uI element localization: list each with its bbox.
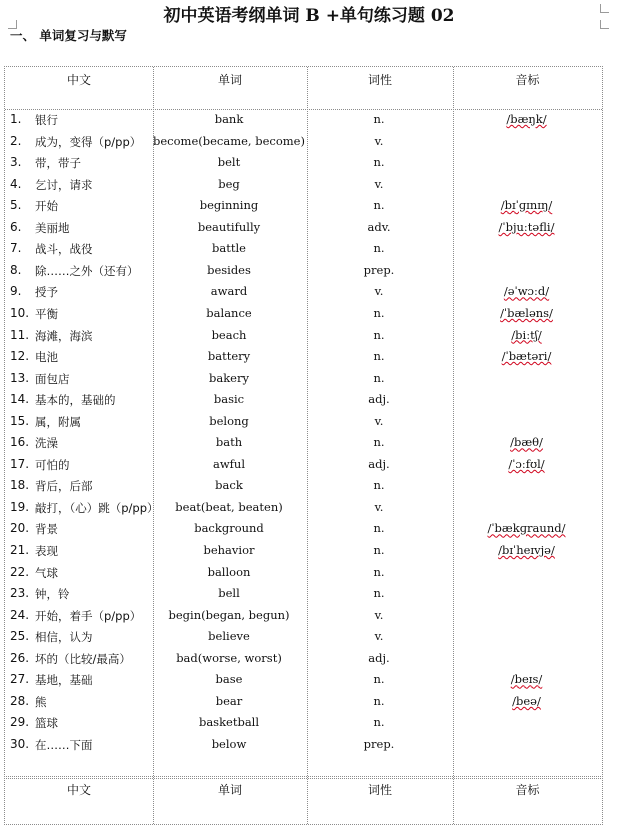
- row-word: belt: [217, 155, 241, 170]
- row-phonetic: [452, 112, 601, 126]
- row-word: balloon: [207, 564, 251, 579]
- row-number: 8.: [10, 262, 22, 277]
- row-phonetic: [452, 543, 601, 557]
- row-pos: n.: [373, 305, 385, 320]
- row-phonetic: [452, 521, 601, 535]
- row-chinese: 基地，基础: [35, 673, 93, 688]
- row-pos: n.: [373, 478, 385, 493]
- table-row: [0, 284, 618, 306]
- row-word: beach: [211, 327, 247, 342]
- row-word: besides: [207, 262, 251, 277]
- row-pos: v.: [374, 284, 384, 299]
- row-phonetic: [452, 328, 601, 342]
- row-number: 24.: [10, 607, 30, 622]
- row-number: 20.: [10, 521, 30, 536]
- row-pos: prep.: [363, 262, 395, 277]
- row-number: 6.: [10, 219, 22, 234]
- row-word: battery: [207, 349, 251, 364]
- row-number: 13.: [10, 370, 30, 385]
- row-chinese: 电池: [35, 350, 58, 365]
- header-phonetic: 音标: [515, 73, 540, 87]
- row-pos: n.: [373, 521, 385, 536]
- footer-header-pos: 词性: [367, 783, 392, 797]
- row-number: 27.: [10, 672, 30, 687]
- table-row: [0, 478, 618, 500]
- phonetic-text: /bɪˈɡɪnɪŋ/: [500, 198, 553, 213]
- row-number: 11.: [10, 327, 30, 342]
- row-pos: n.: [373, 327, 385, 342]
- row-chinese: 可怕的: [35, 457, 70, 472]
- row-chinese: 带，带子: [35, 156, 81, 171]
- table-row: [0, 543, 618, 565]
- row-word: beat(beat, beaten): [175, 499, 283, 514]
- row-chinese: 属，附属: [35, 414, 81, 429]
- row-number: 26.: [10, 650, 30, 665]
- row-phonetic: [452, 435, 601, 449]
- table-row: [0, 220, 618, 242]
- row-pos: v.: [374, 133, 384, 148]
- row-pos: adv.: [367, 219, 391, 234]
- row-pos: v.: [374, 176, 384, 191]
- row-word: balance: [206, 305, 252, 320]
- row-number: 22.: [10, 564, 30, 579]
- section-heading: 一、 单词复习与默写: [10, 28, 127, 43]
- row-number: 16.: [10, 435, 30, 450]
- phonetic-text: /beɪs/: [510, 672, 543, 687]
- row-pos: n.: [373, 370, 385, 385]
- row-pos: n.: [373, 155, 385, 170]
- footer-header-chinese: 中文: [66, 783, 91, 797]
- row-word: beautifully: [197, 219, 261, 234]
- row-chinese: 面包店: [35, 371, 70, 386]
- phonetic-text: /ˈbætəri/: [501, 349, 552, 364]
- row-word: bank: [214, 112, 244, 126]
- row-word: basic: [213, 392, 245, 407]
- row-number: 23.: [10, 586, 30, 601]
- row-chinese: 海滩，海滨: [35, 328, 93, 343]
- table-row: [0, 371, 618, 393]
- row-number: 15.: [10, 413, 30, 428]
- row-pos: v.: [374, 629, 384, 644]
- table-row: [0, 651, 618, 673]
- row-chinese: 开始，着手（p/pp）: [35, 608, 142, 623]
- row-phonetic: [452, 220, 601, 234]
- table-row: [0, 715, 618, 737]
- row-chinese: 除……之外（还有）: [35, 263, 139, 278]
- row-chinese: 在……下面: [35, 737, 93, 752]
- row-pos: n.: [373, 349, 385, 364]
- row-word: bath: [215, 435, 243, 450]
- row-pos: v.: [374, 413, 384, 428]
- row-chinese: 熊: [35, 694, 47, 709]
- table-row: [0, 737, 618, 759]
- row-number: 25.: [10, 629, 30, 644]
- row-pos: prep.: [363, 736, 395, 751]
- row-phonetic: [452, 457, 601, 471]
- row-chinese: 敲打，（心）跳（p/pp）: [35, 500, 159, 515]
- row-number: 4.: [10, 176, 22, 191]
- row-phonetic: [452, 349, 601, 363]
- table-row: [0, 392, 618, 414]
- row-word: back: [215, 478, 243, 493]
- row-word: background: [194, 521, 264, 536]
- header-chinese: 中文: [66, 73, 91, 87]
- row-pos: n.: [373, 672, 385, 687]
- row-chinese: 战斗，战役: [35, 242, 93, 257]
- row-pos: n.: [373, 564, 385, 579]
- row-word: base: [215, 672, 243, 687]
- row-number: 14.: [10, 392, 30, 407]
- header-word: 单词: [217, 73, 242, 87]
- row-word: beginning: [199, 198, 259, 213]
- table-row: [0, 155, 618, 177]
- phonetic-text: /ˈbjuːtəfli/: [498, 219, 555, 234]
- row-pos: v.: [374, 607, 384, 622]
- row-word: belong: [209, 413, 249, 428]
- row-chinese: 平衡: [35, 306, 58, 321]
- row-number: 28.: [10, 693, 30, 708]
- row-chinese: 银行: [35, 113, 58, 127]
- row-pos: n.: [373, 693, 385, 708]
- footer-header-word: 单词: [217, 783, 242, 797]
- row-number: 10.: [10, 305, 30, 320]
- row-number: 1.: [10, 112, 22, 126]
- table-row: [0, 198, 618, 220]
- table-row: [0, 435, 618, 457]
- row-number: 30.: [10, 736, 30, 751]
- row-word: basketball: [198, 715, 260, 730]
- row-pos: adj.: [368, 650, 390, 665]
- table-row: [0, 608, 618, 630]
- row-number: 2.: [10, 133, 22, 148]
- row-chinese: 钟，铃: [35, 587, 70, 602]
- row-word: become(became, become): [153, 133, 305, 148]
- table-row: [0, 457, 618, 479]
- row-chinese: 气球: [35, 565, 58, 580]
- row-number: 5.: [10, 198, 22, 213]
- phonetic-text: /ˈɔːfʊl/: [508, 456, 545, 471]
- row-pos: n.: [373, 241, 385, 256]
- row-word: below: [211, 736, 247, 751]
- row-pos: n.: [373, 112, 385, 126]
- phonetic-text: /biːtʃ/: [511, 327, 542, 342]
- row-word: award: [210, 284, 248, 299]
- row-number: 7.: [10, 241, 22, 256]
- row-pos: adj.: [368, 392, 390, 407]
- table-row: [0, 694, 618, 716]
- table-row: [0, 306, 618, 328]
- row-phonetic: [452, 198, 601, 212]
- row-pos: n.: [373, 435, 385, 450]
- phonetic-text: /bɪˈheɪvjə/: [498, 543, 555, 557]
- row-phonetic: [452, 284, 601, 298]
- phonetic-text: /bæŋk/: [506, 112, 547, 126]
- row-number: 18.: [10, 478, 30, 493]
- row-number: 3.: [10, 155, 22, 170]
- row-chinese: 篮球: [35, 716, 58, 731]
- row-word: believe: [208, 629, 250, 644]
- row-number: 9.: [10, 284, 22, 299]
- row-chinese: 坏的（比较/最高）: [35, 651, 131, 666]
- row-phonetic: [452, 672, 601, 686]
- phonetic-text: /beə/: [512, 693, 541, 708]
- table-row: [0, 672, 618, 694]
- row-chinese: 开始: [35, 199, 58, 214]
- row-word: bear: [215, 693, 243, 708]
- table-row: [0, 263, 618, 285]
- row-word: bad(worse, worst): [176, 650, 282, 665]
- row-chinese: 表现: [35, 544, 58, 558]
- table-row: [0, 586, 618, 608]
- table-row: [0, 414, 618, 436]
- table-row: [0, 134, 618, 156]
- table-row: [0, 500, 618, 522]
- row-phonetic: [452, 306, 601, 320]
- phonetic-text: /ˈbækɡraund/: [487, 521, 566, 536]
- phonetic-text: /əˈwɔːd/: [503, 284, 550, 299]
- table-row: [0, 112, 618, 134]
- row-number: 19.: [10, 499, 30, 514]
- row-number: 17.: [10, 456, 30, 471]
- row-pos: v.: [374, 499, 384, 514]
- row-pos: n.: [373, 715, 385, 730]
- row-chinese: 美丽地: [35, 220, 70, 235]
- row-number: 12.: [10, 349, 30, 364]
- row-word: bell: [218, 586, 240, 601]
- phonetic-text: /bæθ/: [510, 435, 543, 450]
- row-pos: n.: [373, 586, 385, 601]
- table-row: [0, 241, 618, 263]
- row-chinese: 成为，变得（p/pp）: [35, 134, 142, 149]
- row-pos: n.: [373, 198, 385, 213]
- row-pos: adj.: [368, 456, 390, 471]
- header-pos: 词性: [367, 73, 392, 87]
- footer-header-phonetic: 音标: [515, 783, 540, 797]
- table-row: [0, 629, 618, 651]
- row-chinese: 授予: [35, 285, 58, 300]
- row-number: 21.: [10, 543, 30, 557]
- table-row: [0, 328, 618, 350]
- row-pos: n.: [373, 543, 385, 557]
- row-chinese: 背景: [35, 522, 58, 537]
- table-row: [0, 177, 618, 199]
- table-row: [0, 565, 618, 587]
- row-phonetic: [452, 694, 601, 708]
- phonetic-text: /ˈbæləns/: [500, 305, 553, 320]
- table-row: [0, 521, 618, 543]
- row-word: behavior: [203, 543, 255, 557]
- row-word: beg: [218, 176, 240, 191]
- row-chinese: 乞讨，请求: [35, 177, 93, 192]
- row-word: battle: [212, 241, 246, 256]
- table-row: [0, 349, 618, 371]
- row-chinese: 基本的，基础的: [35, 393, 116, 408]
- document-title: 初中英语考纲单词 B +单句练习题 02: [163, 6, 455, 26]
- row-chinese: 背后，后部: [35, 479, 93, 494]
- row-chinese: 相信，认为: [35, 630, 93, 645]
- row-number: 29.: [10, 715, 30, 730]
- row-chinese: 洗澡: [35, 436, 58, 451]
- row-word: awful: [212, 456, 246, 471]
- answer-table: [4, 776, 603, 825]
- row-word: bakery: [209, 370, 249, 385]
- row-word: begin(began, begun): [168, 607, 290, 622]
